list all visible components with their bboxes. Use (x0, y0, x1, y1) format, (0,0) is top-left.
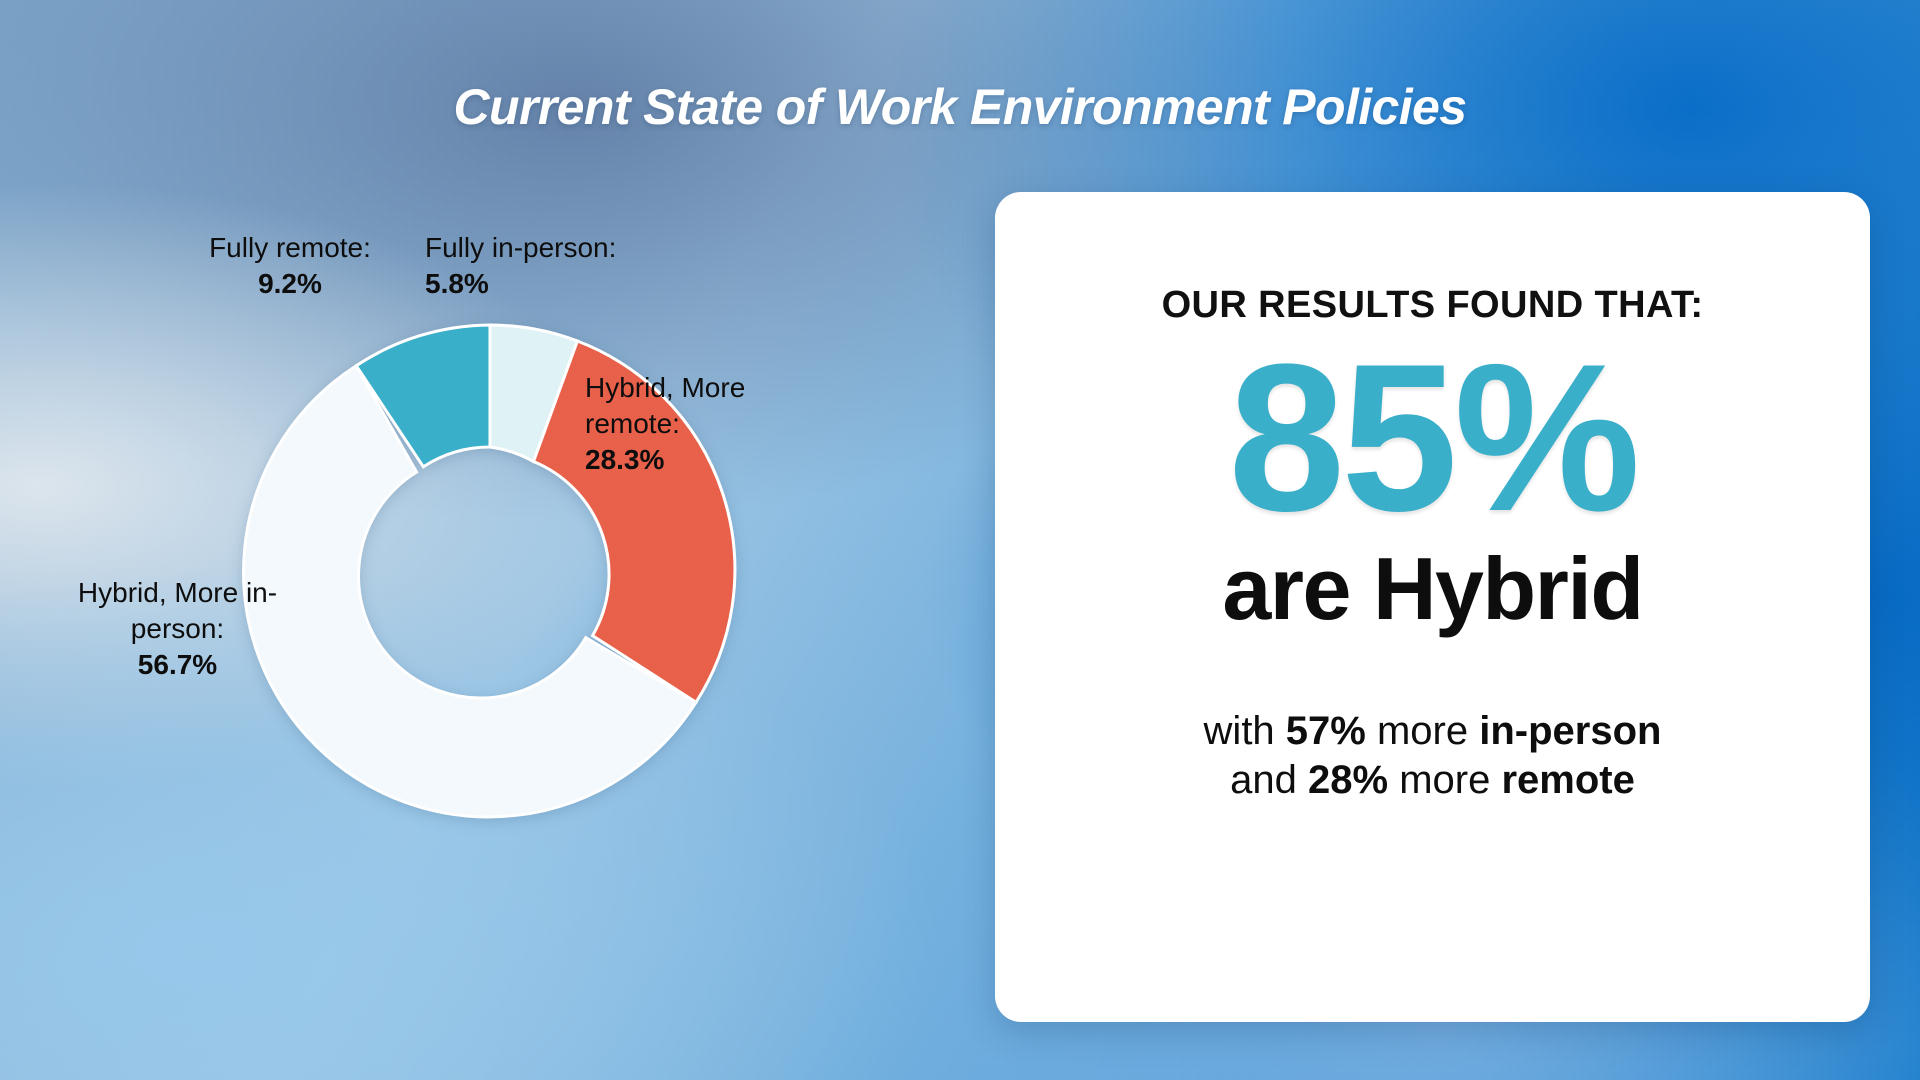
chart-label-hybrid-more-in-person-text: Hybrid, More in-person: (77, 577, 278, 644)
chart-label-fully-in-person (425, 230, 725, 302)
results-big-stat: 85% (1228, 320, 1637, 555)
footnote-line2-pre: and (1230, 757, 1309, 802)
results-footnote-line2 (1053, 756, 1813, 805)
chart-label-hybrid-more-in-person-value: 56.7% (137, 648, 218, 680)
chart-label-fully-in-person-text: Fully in-person: (425, 232, 617, 263)
chart-label-fully-remote (165, 230, 415, 302)
chart-label-hybrid-more-remote (585, 370, 775, 477)
results-footnote-line1 (1053, 707, 1813, 756)
chart-label-hybrid-more-remote-text: Hybrid, More remote: (585, 372, 746, 439)
chart-label-fully-remote-text: Fully remote: (209, 232, 371, 263)
footnote-line2-term: remote (1501, 757, 1635, 802)
results-card-heading: OUR RESULTS FOUND THAT: (1161, 284, 1704, 326)
footnote-line2-stat: 28% (1308, 757, 1389, 802)
chart-label-fully-in-person-value: 5.8% (425, 267, 489, 299)
results-card (995, 192, 1870, 1022)
donut-chart-area (60, 170, 1000, 950)
footnote-line2-mid: more (1388, 757, 1502, 802)
footnote-line1-mid: more (1365, 709, 1480, 753)
footnote-line1-pre: with (1203, 709, 1286, 753)
page-title: Current State of Work Environment Policies (453, 79, 1467, 135)
chart-label-hybrid-more-in-person (60, 575, 295, 682)
results-footnote (1053, 707, 1813, 805)
footnote-line1-term: in-person (1479, 709, 1662, 753)
results-sub-stat: are Hybrid (1222, 539, 1643, 638)
footnote-line1-stat: 57% (1285, 709, 1366, 753)
chart-label-hybrid-more-remote-value: 28.3% (585, 443, 665, 475)
chart-label-fully-remote-value: 9.2% (258, 267, 322, 299)
